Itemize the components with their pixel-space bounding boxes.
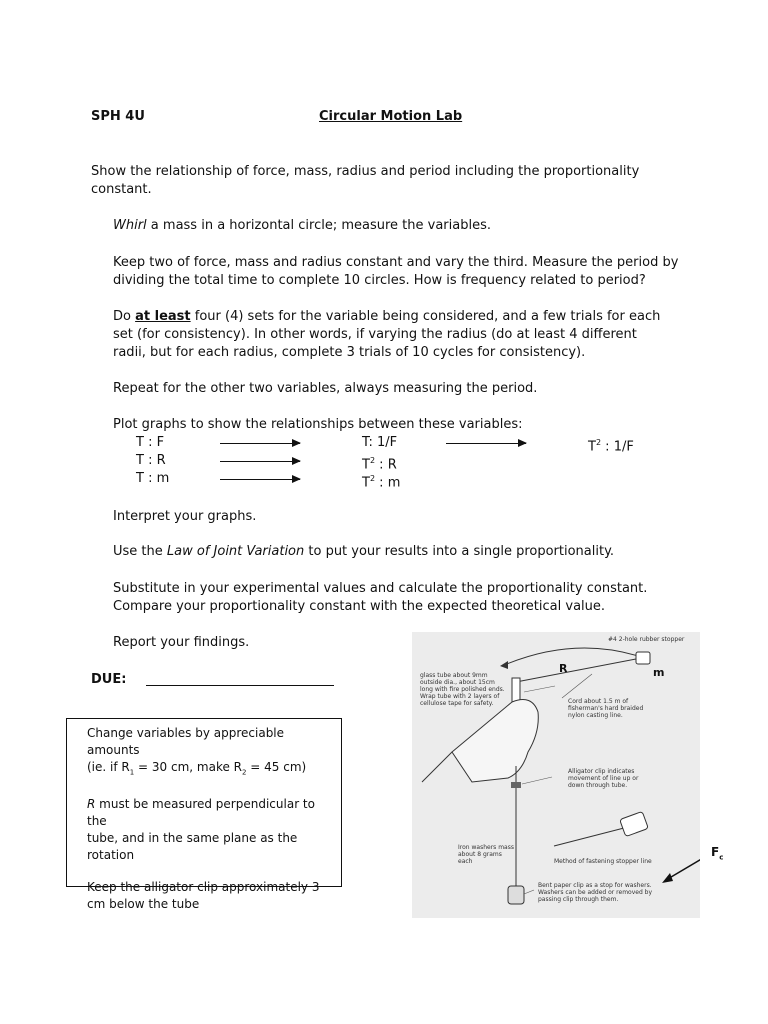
callout-leader [522,777,552,784]
arrow-right-icon [220,479,300,480]
subscript-two: 2 [242,768,247,777]
fastening-line [554,828,624,846]
relation-t-inv-f: T: 1/F [362,435,398,450]
law-of-joint-variation: Law of Joint Variation [166,544,305,559]
superscript-two: 2 [369,474,376,483]
glass-tube-callout: glass tube about 9mm outside dia., about 15cm long with fire polished ends. Wrap tube with 2 layers of cellulose tape for safety. [420,672,505,707]
stopper-callout: #4 2-hole rubber stopper [608,636,685,643]
paper-clip-callout: Bent paper clip as a stop for washers. Washers can be added or removed by passing clip through them. [538,882,653,903]
whirl-rest: a mass in a horizontal circle; measure the variables. [146,218,492,233]
arrow-right-icon [220,443,300,444]
note-r-line-3: rotation [87,848,135,863]
label-f: F [711,845,720,859]
t2-m-rest: : m [375,475,401,491]
alligator-callout: Alligator clip indicates movement of line up or down through tube. [568,768,639,789]
substitute-line-1: Substitute in your experimental values and calculate the proportionality constant. [113,581,648,596]
note-ex-c: = 45 cm) [246,760,307,774]
label-r: R [559,662,568,675]
rubber-stopper-icon [636,652,650,664]
alligator-clip-icon [511,782,521,788]
t-base: T [362,475,370,491]
washers-callout: Iron washers mass about 8 grams each [458,844,514,865]
path-arrowhead-icon [500,661,508,669]
do-line-1-rest: four (4) sets for the variable being considered, and a few trials for each [190,309,661,324]
note-change-variables: Change variables by appreciable amounts [87,726,285,757]
plot-instruction: Plot graphs to show the relationships between these variables: [113,417,523,432]
iron-washers-icon [508,886,524,904]
do-word: Do [113,309,136,324]
due-date-line[interactable] [146,685,334,686]
arrow-right-icon [446,443,526,444]
cord-radius-line [516,659,636,682]
note-clip-line-2: cm below the tube [87,897,200,912]
report-instruction: Report your findings. [113,635,250,650]
intro-line-1: Show the relationship of force, mass, radius and period including the proportionality [91,164,640,179]
relation-t-f: T : F [136,435,165,450]
relation-t2-m [362,470,400,492]
relation-t2-inv-f [588,434,634,456]
due-label: DUE: [91,672,127,687]
arrow-right-icon [220,461,300,462]
label-m: m [653,666,665,679]
swing-path [502,648,638,666]
note-clip-line-1: Keep the alligator clip approximately 3 [87,880,320,895]
cord-callout: Cord about 1.5 m of fisherman's hard braided nylon casting line. [568,698,644,719]
note-ex-a: (ie. if R [87,760,130,774]
stopper-detail-icon [620,811,649,836]
t2-f-rest: : 1/F [601,439,634,455]
do-line-1 [113,308,660,326]
do-line-2: set (for consistency). In other words, if varying the radius (do at least 4 different [113,327,637,342]
note-radius-example [87,759,337,781]
label-fc [711,843,723,866]
whirl-word: Whirl [113,218,147,233]
note-ex-b: = 30 cm, make R [134,760,243,774]
course-code: SPH 4U [91,109,145,124]
use-prefix: Use the [113,544,167,559]
note-r-perpendicular [87,796,337,830]
subscript-c: c [719,853,724,862]
force-arrowhead-icon [662,873,673,883]
fastening-callout: Method of fastening stopper line [554,858,652,865]
whirl-instruction [113,217,491,235]
at-least-emphasis: at least [135,309,191,324]
repeat-instruction: Repeat for the other two variables, always measuring the period. [113,381,538,396]
t-base: T [588,439,596,455]
note-r-line-2: tube, and in the same plane as the [87,831,298,846]
superscript-two: 2 [595,438,602,447]
substitute-line-2: Compare your proportionality constant with the expected theoretical value. [113,599,606,614]
callout-leader [524,890,534,894]
page-title: Circular Motion Lab [319,109,463,124]
relation-t-r: T : R [136,453,166,468]
use-suffix: to put your results into a single proportionality. [304,544,615,559]
do-line-3: radii, but for each radius, complete 3 trials of 10 cycles for consistency). [113,345,586,360]
notes-box [66,718,342,912]
subscript-one: 1 [129,768,135,777]
keep-line-2: dividing the total time to complete 10 circles. How is frequency related to period? [113,273,646,288]
interpret-instruction: Interpret your graphs. [113,509,257,524]
superscript-two: 2 [369,456,376,465]
t-base: T [362,457,370,473]
relation-t-m: T : m [136,471,170,486]
apparatus-figure [412,632,700,918]
note-r-rest: must be measured perpendicular to the [87,797,315,829]
note-r-symbol: R [87,797,96,812]
t2-r-rest: : R [375,457,397,473]
hand-icon [452,700,538,782]
intro-line-2: constant. [91,182,152,197]
wrist-line [422,752,452,782]
callout-leader [524,686,555,692]
law-instruction [113,543,614,561]
keep-line-1: Keep two of force, mass and radius constant and vary the third. Measure the period by [113,255,679,270]
